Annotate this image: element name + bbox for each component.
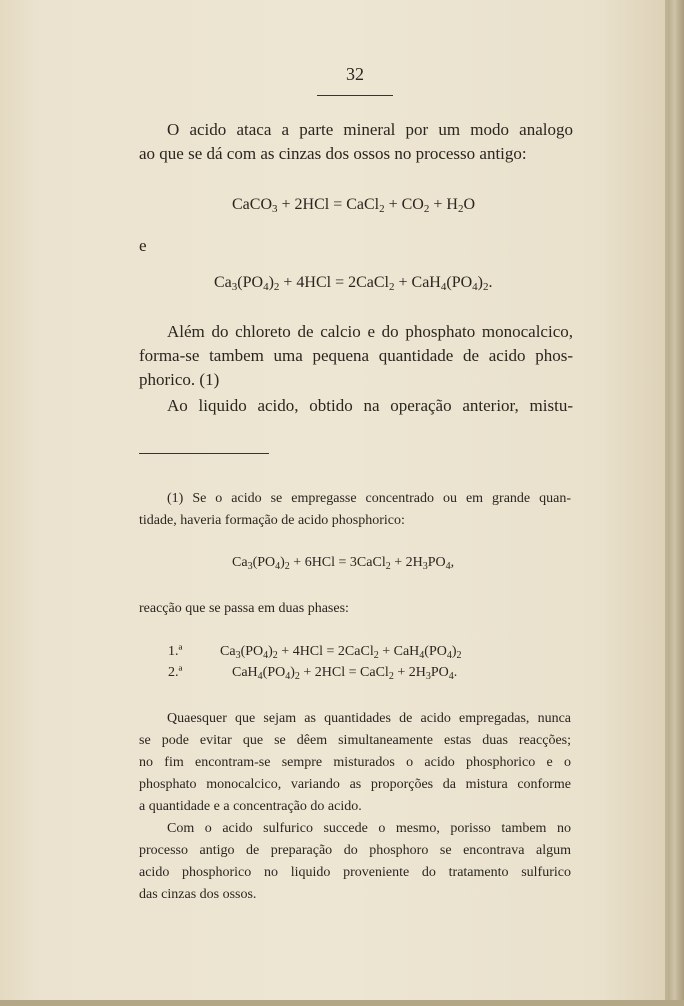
- equation-2: $Ca_3(PO_4)_2 + 4HCl$ = 2CaCl$_2$ + $CaH_4(PO_4)_2$.: [214, 274, 493, 293]
- footnote-equation-1: $Ca_3(PO_4)_2 + 6HCl$ = 3CaCl$_2$ + $2H_3PO_4$,: [232, 555, 455, 572]
- footnote-paragraph-b-line-4: das cinzas dos ossos.: [139, 887, 257, 902]
- paragraph-2-line-2: forma-se tambem uma pequena quantidade de acido phos-: [139, 346, 573, 365]
- paragraph-1-line-2: ao que se dá com as cinzas dos ossos no processo antigo:: [139, 144, 527, 163]
- footnote-equation-step-1: $Ca_3(PO_4)_2 + 4HCl$ = 2CaCl$_2$ + $CaH_4(PO_4)_2$: [220, 644, 462, 661]
- footnote-paragraph-b-line-3: acido phosphorico no liquido proveniente do tratamento sulfurico: [139, 865, 571, 880]
- paragraph-2-line-3: phorico. (1): [139, 370, 220, 389]
- footnote-intro-line-2: tidade, haveria formação de acido phosphorico:: [139, 513, 405, 528]
- footnote-paragraph-b-line-2: processo antigo de preparação do phosphoro se encontrava algum: [139, 843, 571, 858]
- footnote-paragraph-a-line-1: Quaesquer que sejam as quantidades de acido empregadas, nunca: [167, 711, 571, 726]
- footnote-intro-line-1: (1) Se o acido se empregasse concentrado ou em grande quan-: [167, 491, 571, 506]
- footnote-paragraph-a-line-2: se pode evitar que se dêem simultaneamente estas duas reacções;: [139, 733, 571, 748]
- footnote-equation-step-2: $CaH_4(PO_4)_2 + 2HCl$ = CaCl$_2$ + $2H_3PO_4$.: [232, 665, 458, 682]
- footnote-reaction-line: reacção que se passa em duas phases:: [139, 601, 349, 616]
- paragraph-1-line-1: O acido ataca a parte mineral por um modo analogo: [167, 120, 573, 139]
- footnote-paragraph-a-line-4: phosphato monocalcico, variando as proporções da mistura conforme: [139, 777, 571, 792]
- page-number: 32: [346, 64, 364, 84]
- equation-1: CaCO$_3$ + 2HCl = CaCl$_2$ + $CO_2 + H_2O$: [232, 196, 475, 215]
- book-spine-edge: [668, 0, 684, 1006]
- conjunction-e: e: [139, 236, 147, 255]
- footnote-paragraph-b-line-1: Com o acido sulfurico succede o mesmo, porisso tambem no: [167, 821, 571, 836]
- paragraph-3-line-1: Ao liquido acido, obtido na operação anterior, mistu-: [167, 396, 573, 415]
- footnote-paragraph-a-line-5: a quantidade e a concentração do acido.: [139, 799, 362, 814]
- footnote-step-1-number: 1.ª: [168, 644, 183, 659]
- book-bottom-edge: [0, 1000, 684, 1006]
- page-number-rule: [317, 95, 393, 96]
- footnote-step-2-number: 2.ª: [168, 665, 183, 680]
- paragraph-2-line-1: Além do chloreto de calcio e do phosphato monocalcico,: [167, 322, 573, 341]
- footnote-paragraph-a-line-3: no fim encontram-se sempre misturados o acido phosphorico e o: [139, 755, 571, 770]
- footnote-separator: [139, 453, 269, 454]
